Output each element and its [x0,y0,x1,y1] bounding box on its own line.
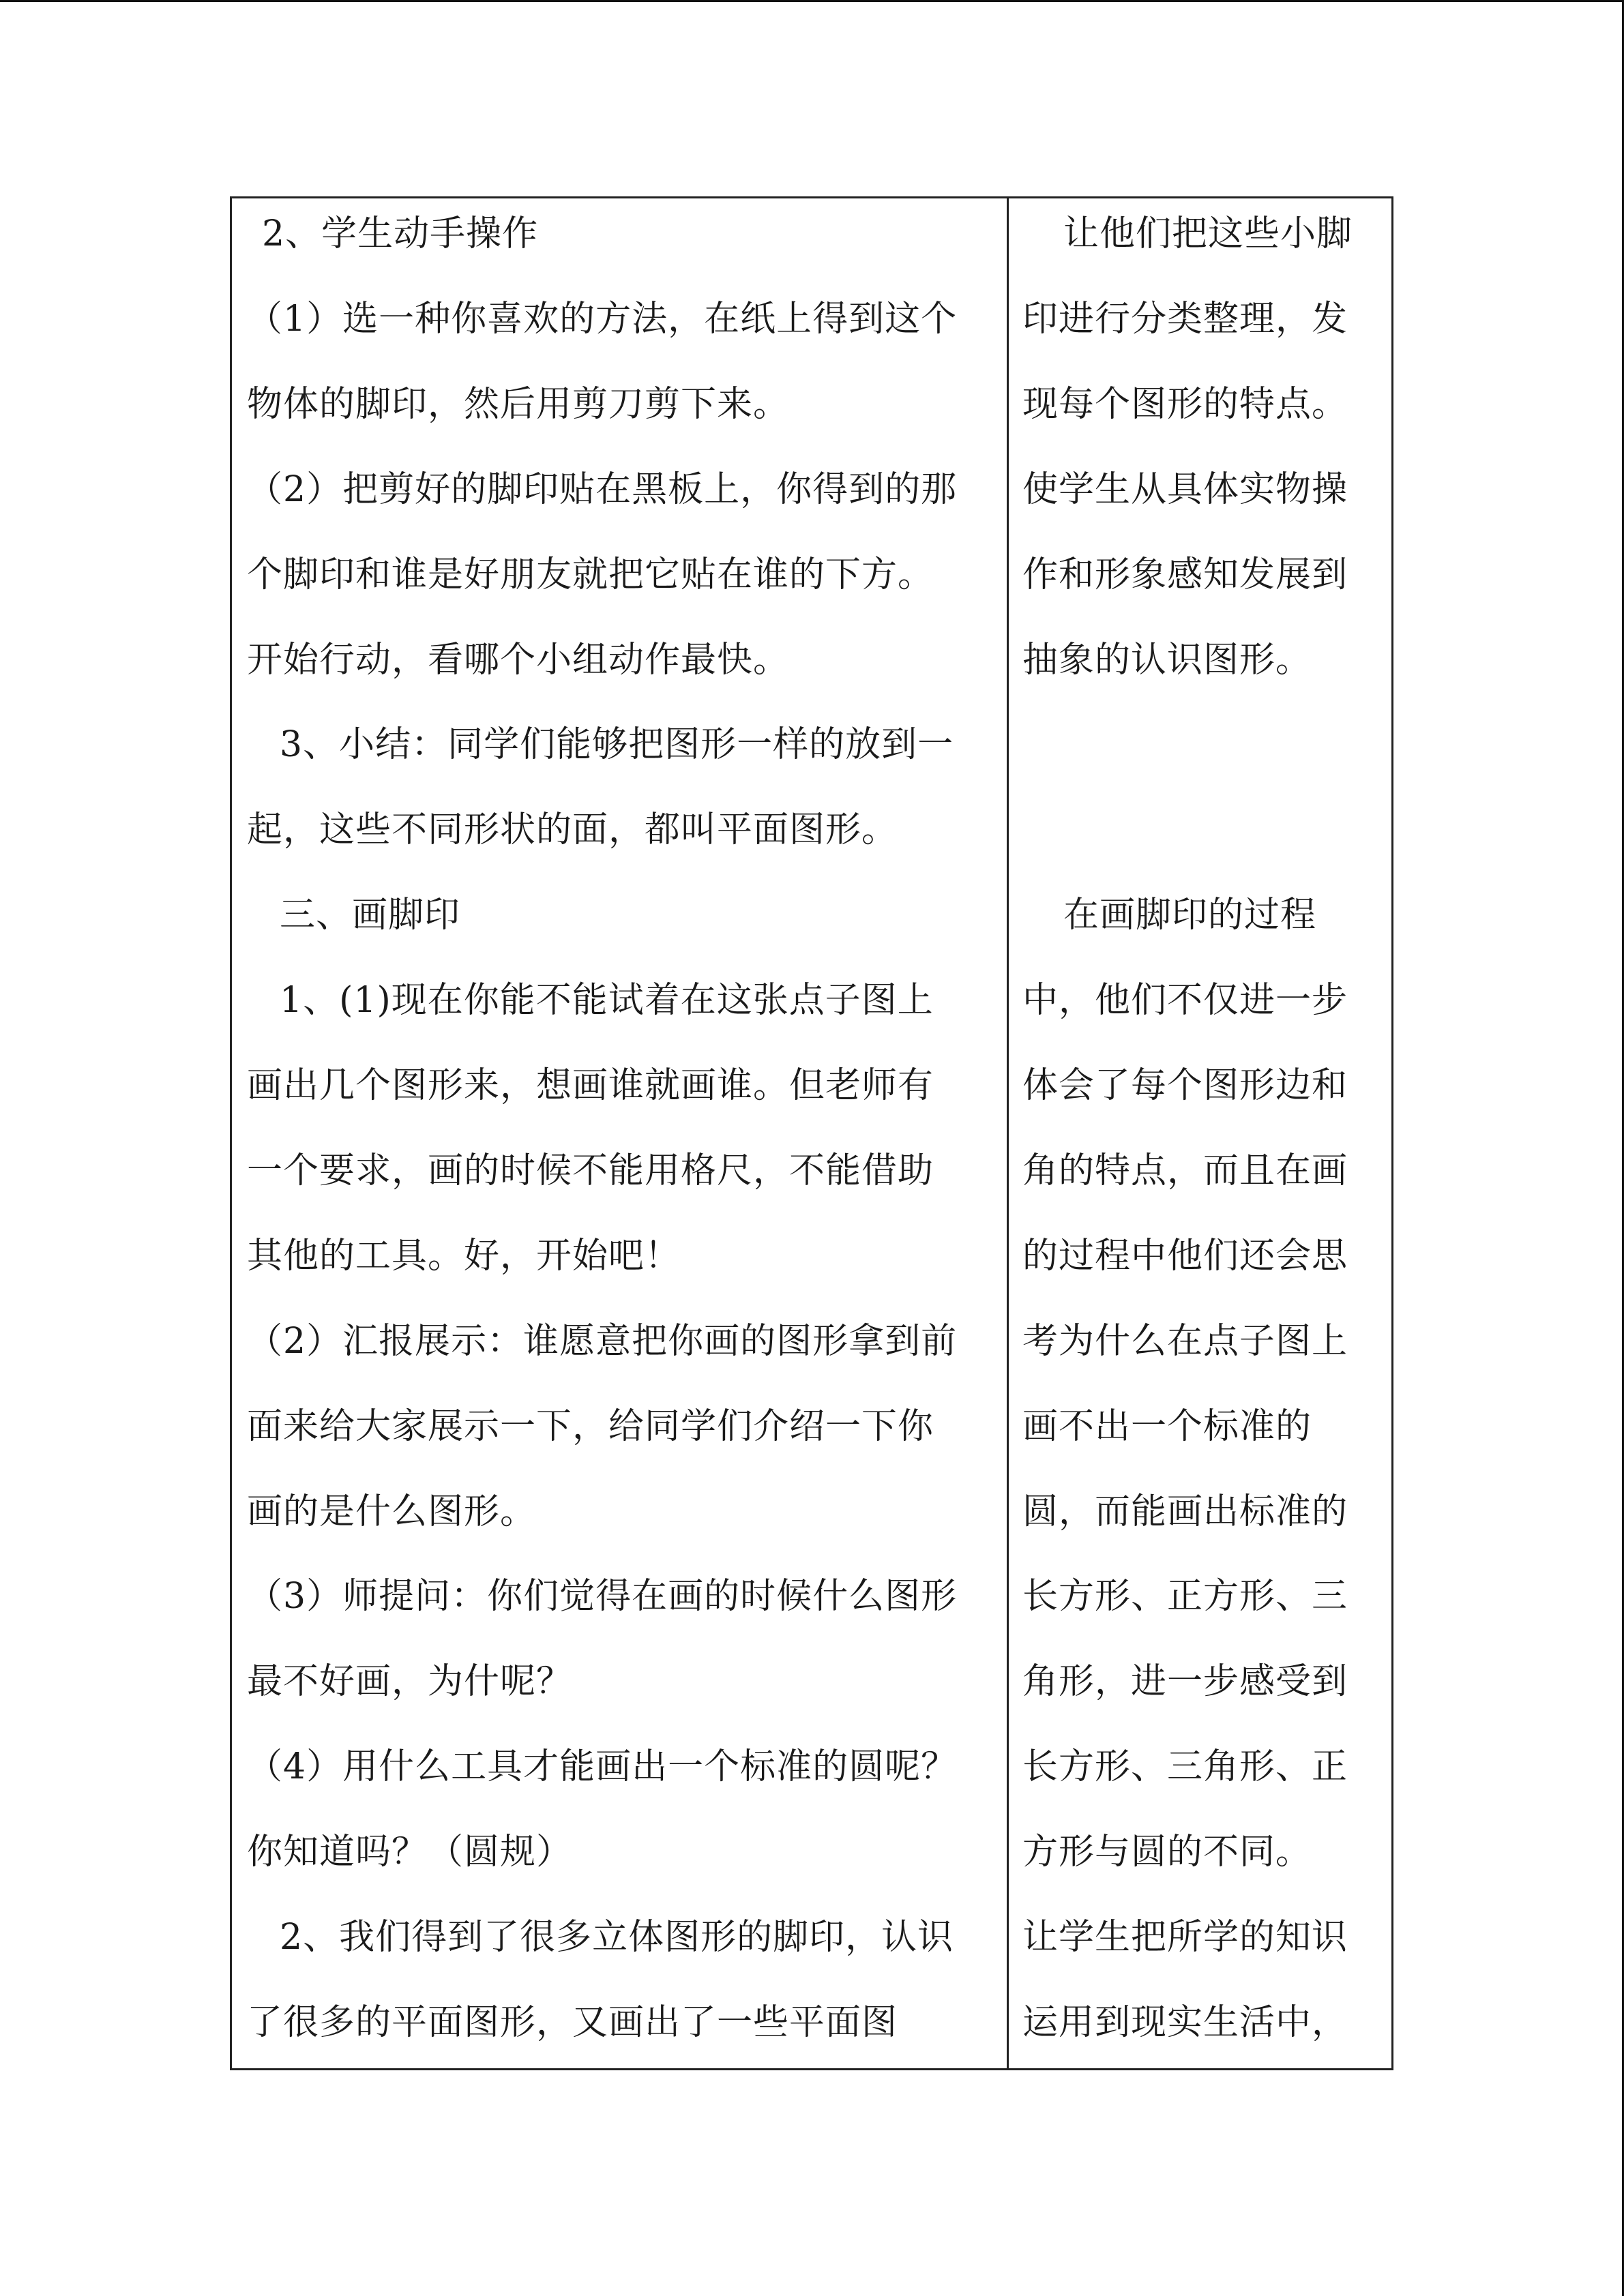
intent-line: 圆，而能画出标准的 [1022,1491,1348,1532]
intent-line: 现每个图形的特点。 [1022,383,1348,425]
intent-line: 画不出一个标准的 [1022,1405,1312,1447]
process-line: （1）选一种你喜欢的方法，在纸上得到这个 [247,298,958,340]
process-line: 3、小结：同学们能够把图形一样的放到一 [280,724,954,766]
intent-line: 让他们把这些小脚 [1063,213,1353,254]
process-line: 一个要求，画的时候不能用格尺，不能借助 [247,1150,934,1191]
intent-line: 角形，进一步感受到 [1022,1661,1348,1703]
process-line: 画的是什么图形。 [247,1491,537,1532]
process-line: 你知道吗？（圆规） [247,1832,573,1873]
process-line: 画出几个图形来，想画谁就画谁。但老师有 [247,1065,934,1106]
intent-line: 抽象的认识图形。 [1022,639,1312,681]
process-line: 最不好画，为什呢？ [247,1661,573,1703]
process-line: 三、画脚印 [280,895,461,936]
intent-line: 运用到现实生活中， [1022,2001,1348,2043]
intent-line: 作和形象感知发展到 [1022,554,1348,595]
intent-line: 中，他们不仅进一步 [1022,980,1348,1022]
process-line: 开始行动，看哪个小组动作最快。 [247,639,790,681]
process-line: 2、我们得到了很多立体图形的脚印，认识 [280,1917,954,1958]
process-line: 物体的脚印，然后用剪刀剪下来。 [247,383,790,425]
process-line: （3）师提问：你们觉得在画的时候什么图形 [247,1576,958,1617]
process-line: 2、学生动手操作 [262,213,539,254]
intent-line: 在画脚印的过程 [1063,895,1317,936]
process-line: 面来给大家展示一下，给同学们介绍一下你 [247,1405,934,1447]
intent-line: 的过程中他们还会思 [1022,1235,1348,1277]
process-line: （2）把剪好的脚印贴在黑板上，你得到的那 [247,468,958,510]
intent-line: 印进行分类整理，发 [1022,298,1348,340]
intent-line: 考为什么在点子图上 [1022,1320,1348,1362]
process-line: 了很多的平面图形，又画出了一些平面图 [247,2001,898,2043]
teaching-process-column [232,198,1009,2068]
design-intent-column [1009,198,1391,2068]
process-line: 1、(1)现在你能不能试着在这张点子图上 [280,980,934,1022]
process-line: （4）用什么工具才能画出一个标准的圆呢？ [247,1746,958,1788]
intent-line: 长方形、三角形、正 [1022,1746,1348,1788]
intent-line: 长方形、正方形、三 [1022,1576,1348,1617]
process-line: 起，这些不同形状的面，都叫平面图形。 [247,809,898,851]
intent-line: 使学生从具体实物操 [1022,468,1348,510]
process-line: 其他的工具。好，开始吧！ [247,1235,681,1277]
intent-line: 让学生把所学的知识 [1022,1917,1348,1958]
page-top-border [0,0,1624,2]
intent-line: 体会了每个图形边和 [1022,1065,1348,1106]
process-line: （2）汇报展示：谁愿意把你画的图形拿到前 [247,1320,958,1362]
lesson-plan-table [230,196,1393,2070]
intent-line: 角的特点，而且在画 [1022,1150,1348,1191]
process-line: 个脚印和谁是好朋友就把它贴在谁的下方。 [247,554,934,595]
intent-line: 方形与圆的不同。 [1022,1832,1312,1873]
